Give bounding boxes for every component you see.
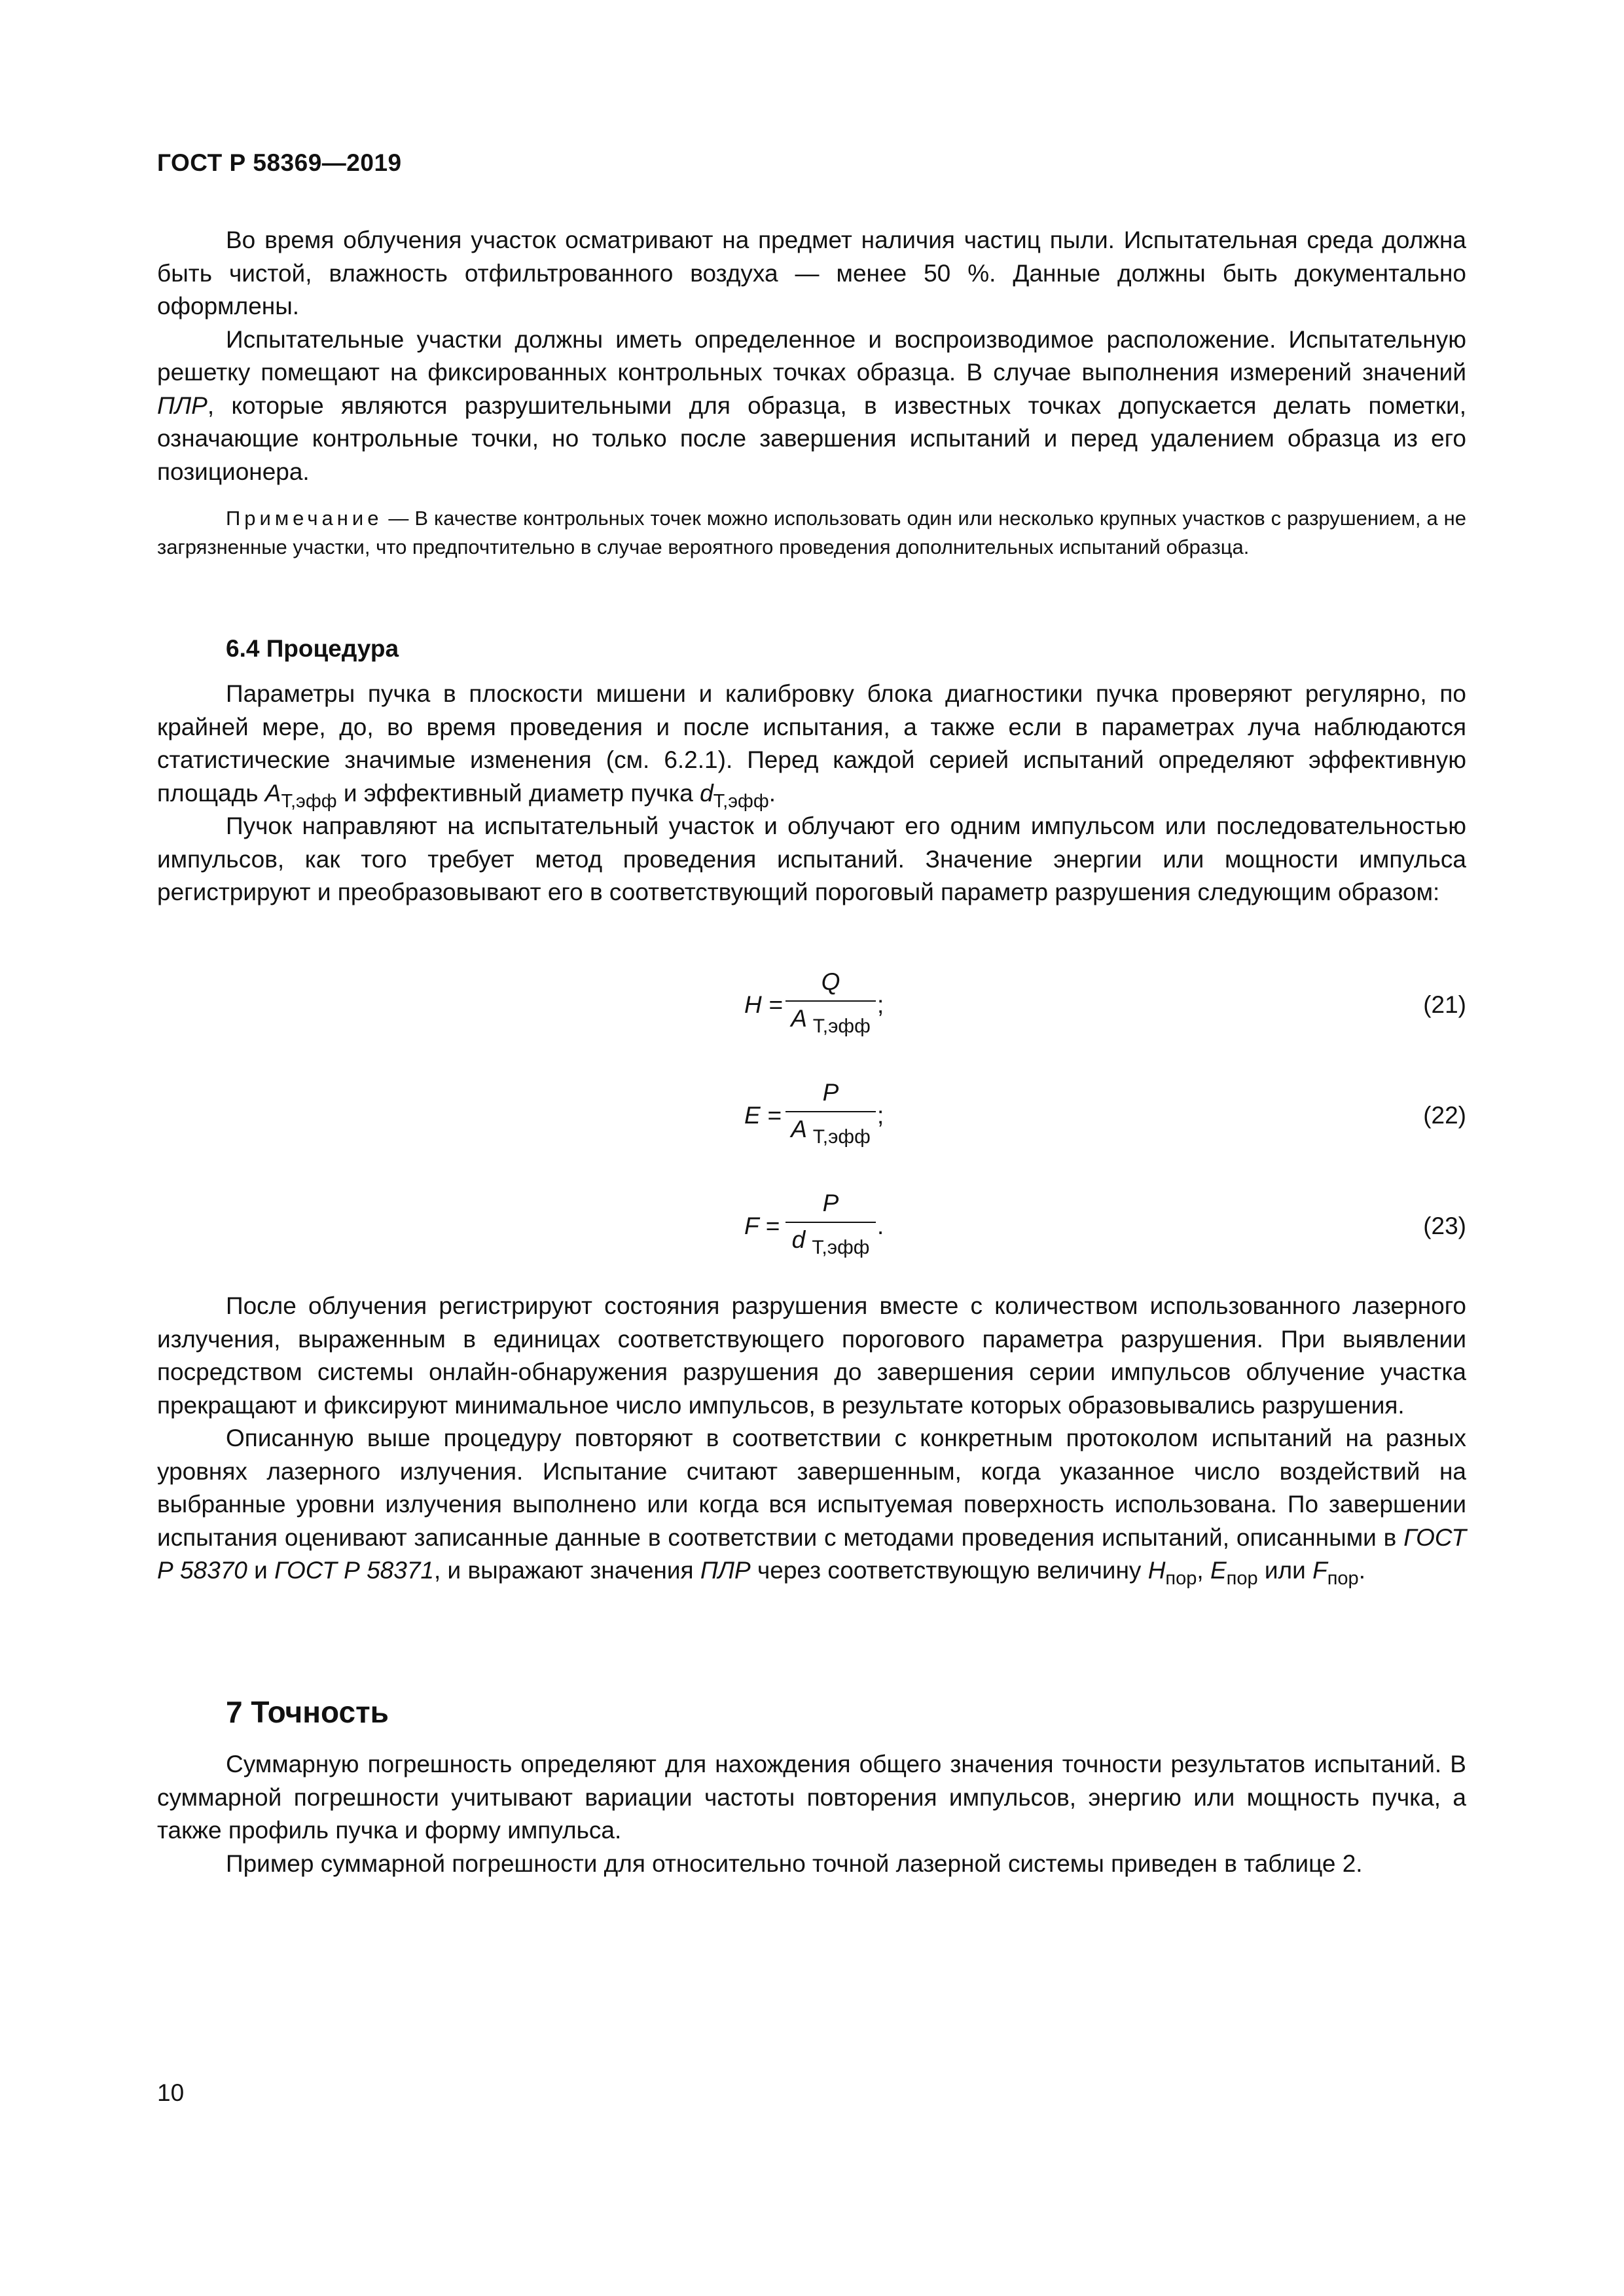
paragraph-text: . <box>1358 1557 1365 1584</box>
formula-23 <box>157 1188 1466 1273</box>
symbol-F: F <box>1312 1557 1327 1584</box>
paragraph-text: и эффективный диаметр пучка <box>336 779 700 807</box>
paragraph-text: . <box>768 779 776 807</box>
paragraph-beam-parameters <box>157 678 1466 810</box>
paragraph-text: , которые являются разрушительными для образца, в известных точках допускается делать пометки, означающие контрольные точки, но только после завершения испытаний и перед удалением образца из его позиционера. <box>157 392 1466 485</box>
page-number: 10 <box>157 2079 185 2106</box>
symbol-A: A <box>264 779 281 807</box>
paragraph-table-reference: Пример суммарной погрешности для относительно точной лазерной системы приведен в таблице 2. <box>226 1850 1363 1877</box>
running-header: ГОСТ Р 58369—2019 <box>157 149 402 176</box>
formula-numerator: Q <box>821 968 840 995</box>
symbol-H: H <box>1147 1557 1166 1584</box>
paragraph-text: через соответствующую величину <box>750 1557 1148 1584</box>
formula-denominator <box>785 1112 876 1146</box>
formula-21 <box>157 966 1466 1051</box>
formula-numerator: P <box>822 1079 839 1106</box>
paragraph-text: Испытательные участки должны иметь определенное и воспроизводимое расположение. Испытательную решетку помещают на фиксированных контрольных точках образца. В случае выполнения измерений значений <box>157 325 1466 386</box>
paragraph-procedure-repeat <box>157 1422 1466 1588</box>
gost-reference: ГОСТ Р 58371 <box>274 1557 434 1584</box>
formula-numerator: P <box>822 1190 839 1216</box>
denominator-subscript: Т,эфф <box>812 1126 871 1148</box>
gost-reference: ГОСТ Р 58370 <box>157 1523 1466 1584</box>
paragraph-text: , и выражают значения <box>434 1557 700 1584</box>
formula-denominator <box>785 1002 876 1036</box>
paragraph-text: Описанную выше процедуру повторяют в соответствии с конкретным протоколом испытаний на разных уровнях лазерного излучения. Испытание считают завершенным, когда указанное число воздействий на выбранные уровни излучения выполнено или когда вся испытуемая поверхность использована. По завершении испытания оценивают записанные данные в соответствии с методами проведения испытаний, описанными в <box>157 1425 1466 1551</box>
formula-fraction <box>785 1077 876 1146</box>
text-block-3 <box>157 1290 1466 1588</box>
paragraph-text: Параметры пучка в плоскости мишени и калибровку блока диагностики пучка проверяют регулярно, по крайней мере, до, во время проведения и после испытания, а также если в параметрах луча наблюдаются статистические значимые изменения (см. 6.2.1). Перед каждой серией испытаний определяют эффективную площадь <box>157 680 1466 807</box>
note-label: Примечание <box>226 507 383 530</box>
paragraph-text: и <box>247 1557 275 1584</box>
section-heading-7: 7 Точность <box>226 1695 389 1729</box>
denominator-symbol: d <box>791 1226 806 1253</box>
subscript: пор <box>1327 1568 1359 1589</box>
equation-number: (23) <box>1423 1212 1466 1239</box>
subscript: пор <box>1226 1568 1258 1589</box>
denominator-symbol: A <box>791 1005 806 1032</box>
formula-punctuation: ; <box>877 991 884 1018</box>
text-block-4 <box>157 1748 1466 1880</box>
paragraph-dust-inspection: Во время облучения участок осматривают на предмет наличия частиц пыли. Испытательная среда должна быть чистой, влажность отфильтрованного воздуха — менее 50 %. Данные должны быть документально оформлены. <box>157 227 1466 319</box>
paragraph-after-irradiation: После облучения регистрируют состояния разрушения вместе с количеством использованного лазерного излучения, выраженным в единицах соответствующего порогового параметра разрушения. При выявлении посредством системы онлайн-обнаружения разрушения до завершения серии импульсов облучение участка прекращают и фиксируют минимальное число импульсов, в результате которых образовывались разрушения. <box>157 1292 1466 1419</box>
formula-punctuation: . <box>877 1212 884 1239</box>
paragraph-text: или <box>1257 1557 1313 1584</box>
formula-lhs: E = <box>744 1102 782 1129</box>
note-text: — В качестве контрольных точек можно использовать один или несколько крупных участков с разрушением, а не загрязненные участки, что предпочтительно в случае вероятного проведения дополнительных испытаний образца. <box>157 507 1466 558</box>
text-block-2 <box>157 678 1466 909</box>
plr-term: ПЛР <box>700 1557 751 1584</box>
formula-denominator <box>785 1223 876 1257</box>
text-block-1 <box>157 224 1466 488</box>
subscript: Т,эфф <box>281 790 337 812</box>
formula-lhs: F = <box>744 1212 780 1239</box>
symbol-d: d <box>700 779 713 807</box>
equation-number: (21) <box>1423 991 1466 1018</box>
formula-punctuation: ; <box>877 1102 884 1129</box>
note-block <box>157 504 1466 562</box>
subscript: Т,эфф <box>713 790 769 812</box>
paragraph-text: , <box>1197 1557 1210 1584</box>
plr-term: ПЛР <box>157 392 208 419</box>
formula-22 <box>157 1077 1466 1162</box>
denominator-subscript: Т,эфф <box>812 1237 870 1258</box>
equation-number: (22) <box>1423 1102 1466 1129</box>
formula-fraction <box>785 1188 876 1257</box>
denominator-subscript: Т,эфф <box>812 1015 871 1037</box>
symbol-E: E <box>1210 1557 1227 1584</box>
paragraph-total-error: Суммарную погрешность определяют для нахождения общего значения точности результатов испытаний. В суммарной погрешности учитывают вариации частоты повторения импульсов, энергию или мощность пучка, а также профиль пучка и форму импульса. <box>157 1751 1466 1844</box>
formula-fraction <box>785 966 876 1036</box>
paragraph-beam-direction: Пучок направляют на испытательный участок и облучают его одним импульсом или последовательностью импульсов, как того требует метод проведения испытаний. Значение энергии или мощности импульса регистрируют и преобразовывают его в соответствующий пороговый параметр разрушения следующим образом: <box>157 812 1466 905</box>
paragraph-test-sites <box>157 323 1466 489</box>
formula-lhs: H = <box>744 991 783 1018</box>
subscript: пор <box>1165 1568 1197 1589</box>
denominator-symbol: A <box>791 1116 806 1142</box>
section-heading-6-4: 6.4 Процедура <box>226 635 399 662</box>
